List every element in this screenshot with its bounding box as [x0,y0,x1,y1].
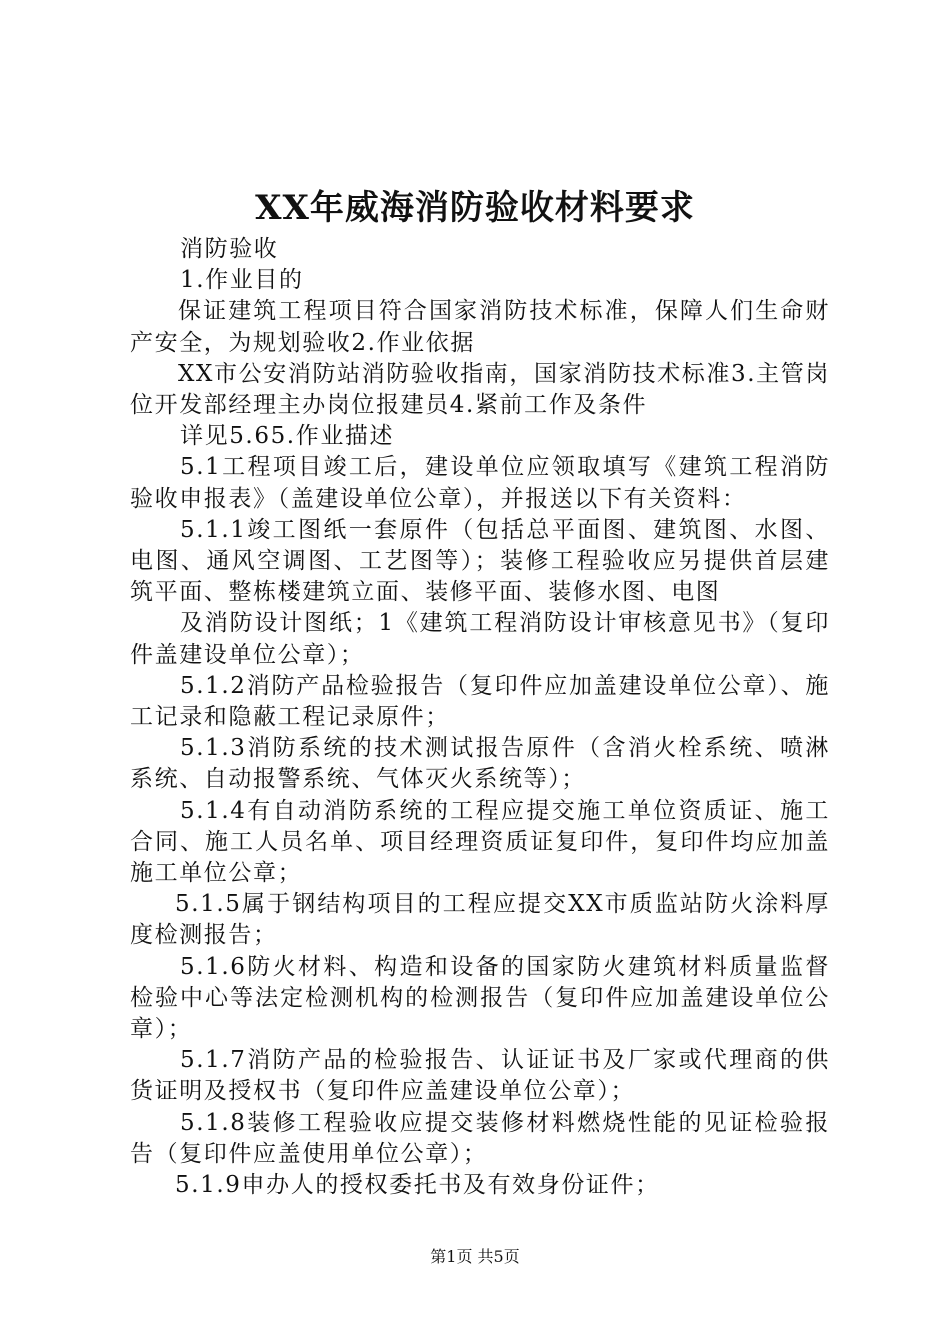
paragraph-description-heading: 详见5.65.作业描述 [180,423,395,450]
paragraph-5-1-8: 5.1.8装修工程验收应提交装修材料燃烧性能的见证检验报告（复印件应盖使用单位公章）； [130,1109,830,1167]
paragraph-purpose-heading: 1.作业目的 [180,267,304,294]
document-body [130,234,830,1201]
paragraph-5-1: 5.1工程项目竣工后，建设单位应领取填写《建筑工程消防验收申报表》（盖建设单位公章），并报送以下有关资料： [130,454,830,512]
paragraph-5-1-6: 5.1.6防火材料、构造和设备的国家防火建筑材料质量监督检验中心等法定检测机构的检测报告（复印件应加盖建设单位公章）； [130,953,830,1043]
page-number-footer: 第1页 共5页 [430,1247,520,1266]
paragraph-basis: XX市公安消防站消防验收指南，国家消防技术标准3.主管岗位开发部经理主办岗位报建员4.紧前工作及条件 [130,360,830,419]
paragraph-purpose: 保证建筑工程项目符合国家消防技术标准，保障人们生命财产安全，为规划验收2.作业依据 [130,298,830,356]
paragraph-5-1-1: 5.1.1竣工图纸一套原件（包括总平面图、建筑图、水图、电图、通风空调图、工艺图等）；装修工程验收应另提供首层建筑平面、整栋楼建筑立面、装修平面、装修水图、电图 [130,516,830,606]
paragraph-5-1-7: 5.1.7消防产品的检验报告、认证证书及厂家或代理商的供货证明及授权书（复印件应盖建设单位公章）； [130,1047,830,1105]
paragraph-5-1-2: 5.1.2消防产品检验报告（复印件应加盖建设单位公章）、施工记录和隐蔽工程记录原件； [130,672,830,731]
paragraph-5-1-3: 5.1.3消防系统的技术测试报告原件（含消火栓系统、喷淋系统、自动报警系统、气体灭火系统等）； [130,735,830,793]
paragraph-5-1-4: 5.1.4有自动消防系统的工程应提交施工单位资质证、施工合同、施工人员名单、项目经理资质证复印件，复印件均应加盖施工单位公章； [130,797,830,887]
document-title: XX年威海消防验收材料要求 [255,188,695,228]
paragraph-fire-design-drawings: 及消防设计图纸；1《建筑工程消防设计审核意见书》（复印件盖建设单位公章）； [130,610,830,668]
paragraph-5-1-5: 5.1.5属于钢结构项目的工程应提交XX市质监站防火涂料厚度检测报告； [130,891,830,949]
paragraph-section-heading: 消防验收 [180,236,279,262]
paragraph-5-1-9: 5.1.9申办人的授权委托书及有效身份证件； [175,1172,660,1199]
